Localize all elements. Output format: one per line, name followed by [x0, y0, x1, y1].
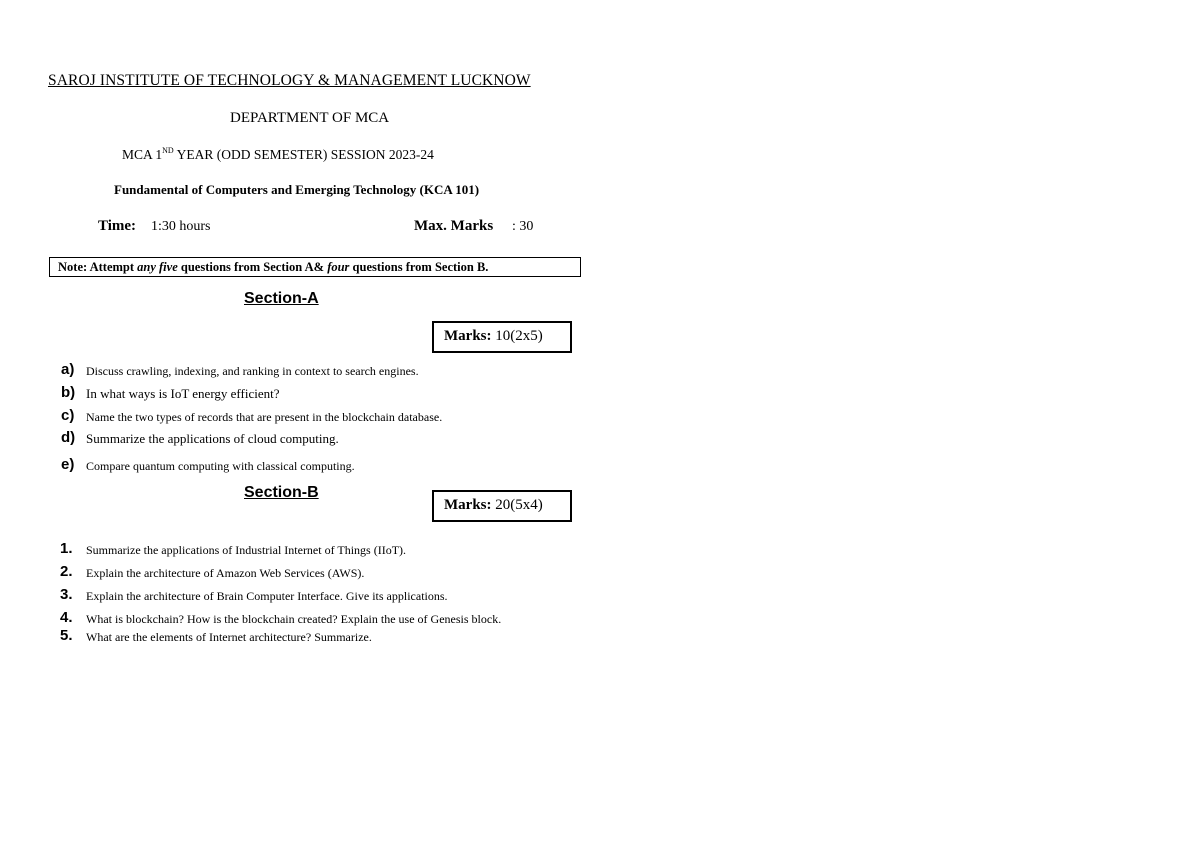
question-text: Discuss crawling, indexing, and ranking in context to search engines.	[86, 364, 419, 378]
question-text: Explain the architecture of Brain Computer Interface. Give its applications.	[86, 589, 448, 603]
question-text: What is blockchain? How is the blockchain created? Explain the use of Genesis block.	[86, 612, 502, 626]
question-label: d)	[61, 429, 76, 446]
question-text: Explain the architecture of Amazon Web Services (AWS).	[86, 566, 365, 580]
max-marks-value: : 30	[512, 219, 534, 234]
session-suffix: YEAR (ODD SEMESTER) SESSION 2023-24	[173, 147, 434, 162]
instruction-note	[49, 257, 581, 277]
question-label: e)	[61, 456, 75, 473]
subject-title: Fundamental of Computers and Emerging Technology (KCA 101)	[114, 182, 480, 197]
section-a-marks-value: 10(2x5)	[491, 328, 543, 344]
question-text: What are the elements of Internet architecture? Summarize.	[86, 630, 372, 644]
question-label: 5.	[60, 627, 73, 644]
note-part-3: questions from Section A&	[177, 260, 328, 274]
note-part-1: Note: Attempt	[58, 260, 138, 274]
section-a-title: Section-A	[244, 290, 319, 307]
time-label: Time:	[98, 218, 137, 234]
section-b-title: Section-B	[244, 484, 319, 501]
institute-name: SAROJ INSTITUTE OF TECHNOLOGY & MANAGEMENT LUCKNOW	[48, 72, 531, 89]
session-prefix: MCA 1	[122, 147, 163, 162]
question-label: 2.	[60, 563, 73, 580]
question-text: Summarize the applications of Industrial Internet of Things (IIoT).	[86, 543, 407, 557]
question-label: 3.	[60, 586, 73, 603]
question-text: In what ways is IoT energy efficient?	[86, 386, 280, 401]
question-label: b)	[61, 384, 76, 401]
question-text: Summarize the applications of cloud computing.	[86, 431, 339, 446]
session-superscript: ND	[162, 146, 174, 155]
section-a-marks-box	[432, 321, 572, 353]
session-line	[122, 146, 434, 163]
department-name: DEPARTMENT OF MCA	[230, 110, 390, 126]
section-b-marks-value: 20(5x4)	[491, 497, 543, 513]
max-marks-label: Max. Marks	[414, 218, 494, 234]
note-part-4: four	[327, 260, 350, 274]
section-a-marks-label: Marks:	[444, 328, 492, 344]
section-b-marks-box	[432, 490, 572, 522]
time-value: 1:30 hours	[151, 219, 211, 234]
section-b-marks-label: Marks:	[444, 497, 492, 513]
question-label: a)	[61, 361, 75, 378]
note-part-5: questions from Section B.	[349, 260, 489, 274]
note-part-2: any five	[137, 260, 178, 274]
question-label: 4.	[60, 609, 73, 626]
question-text: Name the two types of records that are present in the blockchain database.	[86, 410, 443, 424]
question-label: 1.	[60, 540, 73, 557]
question-text: Compare quantum computing with classical computing.	[86, 459, 355, 473]
question-label: c)	[61, 407, 75, 424]
